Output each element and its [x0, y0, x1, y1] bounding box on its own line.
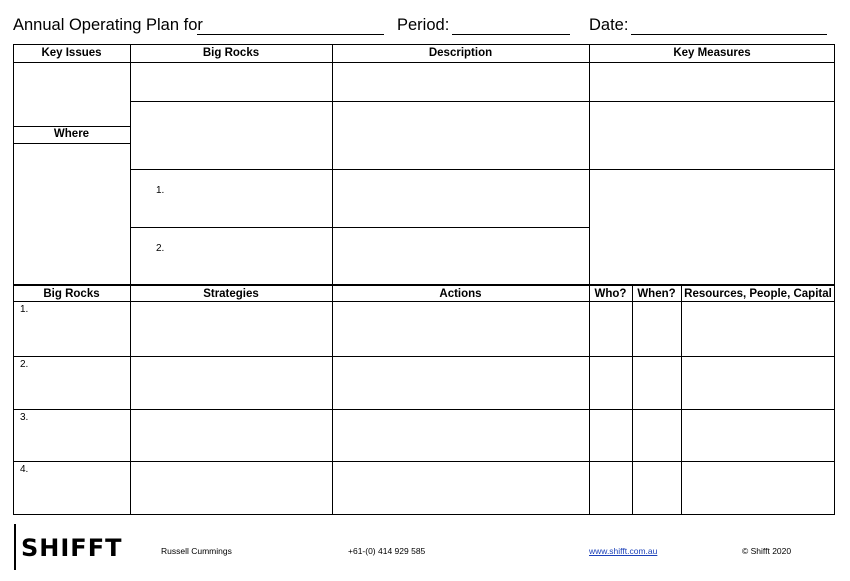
- top-header-divider: [13, 62, 835, 63]
- row-number-3: 3.: [20, 412, 29, 423]
- shifft-logo: SHIFFT: [21, 534, 123, 562]
- where-bottom-line: [13, 143, 130, 144]
- date-blank[interactable]: [631, 34, 827, 35]
- col-header-big-rocks: Big Rocks: [202, 47, 260, 59]
- row-number-4: 4.: [20, 464, 29, 475]
- big-rock-number-2: 2.: [156, 243, 165, 254]
- top-row-divider-3: [130, 227, 589, 228]
- where-label: Where: [53, 128, 90, 140]
- bottom-row-divider-2: [13, 409, 835, 410]
- footer-accent-bar: [14, 524, 16, 570]
- plan-title-label: Annual Operating Plan for: [13, 16, 203, 34]
- row-number-1: 1.: [20, 304, 29, 315]
- action-plan-table: [13, 285, 835, 515]
- col-header-who: Who?: [594, 288, 627, 300]
- footer-author: Russell Cummings: [161, 546, 232, 556]
- period-label: Period:: [397, 16, 450, 34]
- col-header-when: When?: [637, 288, 676, 300]
- bottom-header-divider: [13, 301, 835, 302]
- col-header-big-rocks-2: Big Rocks: [43, 288, 100, 300]
- footer-copyright: © Shifft 2020: [742, 546, 792, 556]
- bottom-col-divider-3: [589, 285, 590, 515]
- bottom-row-divider-1: [13, 356, 835, 357]
- top-row-divider-2: [130, 169, 835, 170]
- plan-name-blank[interactable]: [197, 34, 384, 35]
- bottom-col-divider-4: [632, 285, 633, 515]
- bottom-col-divider-2: [332, 285, 333, 515]
- col-header-strategies: Strategies: [203, 288, 259, 300]
- big-rock-number-1: 1.: [156, 185, 165, 196]
- bottom-col-divider-1: [130, 285, 131, 515]
- footer-website-link[interactable]: www.shifft.com.au: [589, 546, 658, 556]
- col-header-key-issues: Key Issues: [41, 47, 102, 59]
- period-blank[interactable]: [452, 34, 570, 35]
- col-header-key-measures: Key Measures: [673, 47, 751, 59]
- row-number-2: 2.: [20, 359, 29, 370]
- key-issues-table: [13, 44, 835, 285]
- col-header-resources: Resources, People, Capital: [684, 288, 832, 300]
- col-header-description: Description: [428, 47, 493, 59]
- top-row-divider-1: [130, 101, 835, 102]
- top-col-divider-3: [589, 44, 590, 285]
- col-header-actions: Actions: [439, 288, 482, 300]
- bottom-col-divider-5: [681, 285, 682, 515]
- date-label: Date:: [589, 16, 629, 34]
- bottom-row-divider-3: [13, 461, 835, 462]
- plan-header: [13, 14, 835, 38]
- top-col-divider-2: [332, 44, 333, 285]
- top-col-divider-1: [130, 44, 131, 285]
- footer-phone: +61-(0) 414 929 585: [348, 546, 426, 556]
- where-top-line: [13, 126, 130, 127]
